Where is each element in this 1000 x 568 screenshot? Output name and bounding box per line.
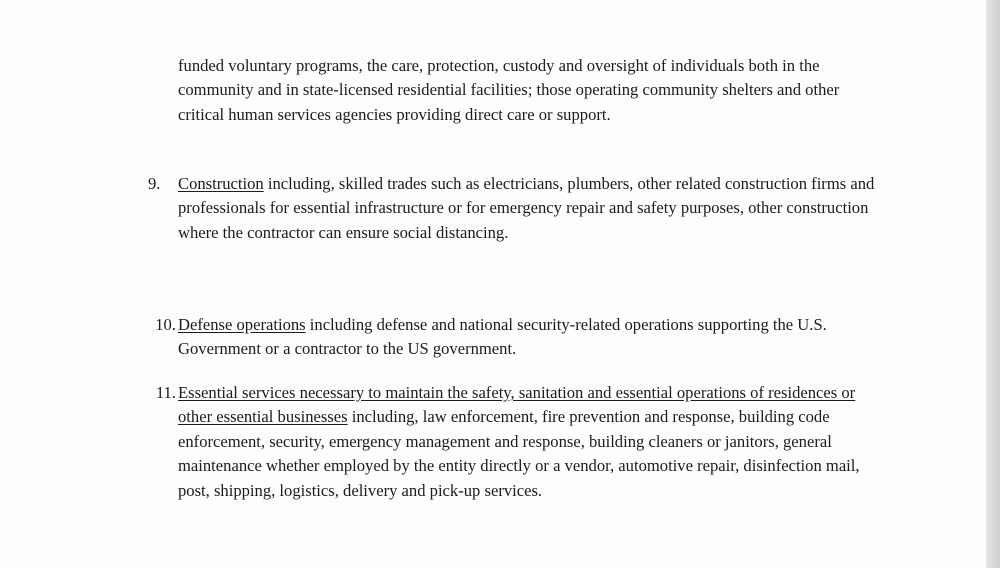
- item-body: [178, 172, 878, 245]
- item-text: including, law enforcement, fire prevention and response, building code enforcement, security, emergency management and response, building cleaners or janitors, general maintenance whether employed by the entity directly or a vendor, automotive repair, disinfection mail, post, shipping, logistics, delivery and pick-up services.: [178, 407, 860, 500]
- intro-paragraph: funded voluntary programs, the care, protection, custody and oversight of individuals both in the community and in state-licensed residential facilities; those operating community shelters and other critical human services agencies providing direct care or support.: [178, 56, 840, 124]
- list-item-9: [140, 172, 878, 245]
- item-number: 10.: [155, 315, 176, 334]
- item-body: [178, 313, 878, 362]
- item-heading: Essential services necessary to maintain the safety, sanitation and essential operations of residences or other essential businesses: [178, 383, 856, 427]
- item-number: 9.: [148, 174, 161, 193]
- item-text: including defense and national security-related operations supporting the U.S. Government or a contractor to the US government.: [178, 315, 827, 359]
- item-text: including, skilled trades such as electricians, plumbers, other related construction firms and professionals for essential infrastructure or for emergency repair and safety purposes, other construction where the contractor can ensure social distancing.: [178, 174, 875, 242]
- list-item-10: [140, 313, 878, 362]
- item-heading: Construction: [178, 174, 264, 193]
- item-heading: Defense operations: [178, 315, 306, 334]
- item-body: [178, 381, 878, 503]
- item-number: 11.: [155, 383, 176, 402]
- list-item-11: [140, 381, 878, 503]
- page-edge: [986, 0, 1000, 568]
